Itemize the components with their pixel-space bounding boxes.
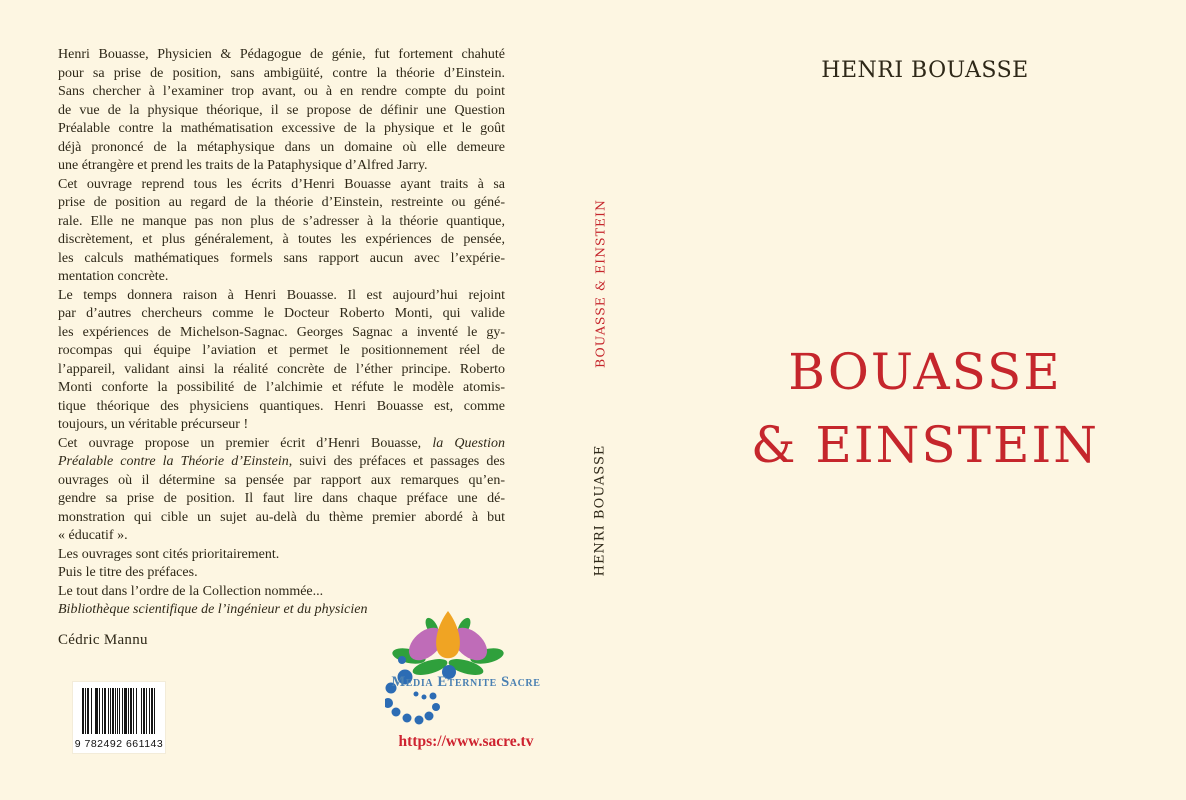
- back-text-line: gendre sa prise de position. Il faut lire dans chaque préface une dé-: [58, 491, 505, 506]
- back-text-line: les calculs mathématiques formels sans rapport aucun avec l’expérie-: [58, 250, 505, 266]
- back-text-line: l’appareil, validant ainsi la réalité concrète de l’éther principe. Roberto: [58, 361, 505, 377]
- front-title-line1: BOUASSE: [788, 343, 1062, 401]
- back-text-line: déjà prononcé de la métaphysique dans un domaine où elle demeure: [58, 139, 505, 155]
- back-text-line: Le tout dans l’ordre de la Collection nommée...: [58, 583, 324, 599]
- back-text-line: Puis le titre des préfaces.: [58, 565, 198, 580]
- editor-credit: Cédric Mannu: [58, 632, 148, 648]
- back-text-line: tique théorique des physiciens quantiques. Henri Bouasse est, comme: [58, 398, 505, 414]
- back-text-line: monstration qui cible un sujet au-delà du thème premier abordé à but: [58, 509, 505, 525]
- back-text-line: de vue de la physique théorique, il se propose de définir une Question: [58, 102, 505, 118]
- back-text-line: toujours, un véritable précurseur !: [58, 417, 249, 432]
- back-text-line: Les ouvrages sont cités prioritairement.: [58, 546, 280, 562]
- front-author: HENRI BOUASSE: [821, 58, 1029, 83]
- back-text-line: mentation concrète.: [58, 269, 169, 284]
- front-title-line2: & EINSTEIN: [750, 416, 1099, 474]
- back-text-line: prise de position au regard de la théorie d’Einstein, restreinte ou géné-: [58, 195, 505, 210]
- back-text-line: Le temps donnera raison à Henri Bouasse. Il est aujourd’hui rejoint: [58, 287, 505, 303]
- front-title: [665, 336, 1185, 482]
- back-text-line: ouvrages où il détermine sa pensée par rapport aux remarques qu’en-: [58, 472, 505, 488]
- back-text-line: discrètement, et plus généralement, à toutes les expériences de pensée,: [58, 232, 505, 247]
- back-text-line: Cet ouvrage propose un premier écrit d’Henri Bouasse, la Question: [58, 435, 505, 451]
- back-text-line: Henri Bouasse, Physicien & Pédagogue de génie, fut fortement chahuté: [58, 47, 505, 62]
- spine-author: HENRI BOUASSE: [592, 444, 608, 577]
- back-text-line: rocompas qui équipe l’aviation et permet le positionnement réel de: [58, 343, 505, 358]
- back-text-line: rale. Elle ne manque pas non plus de s’adresser à la théorie quantique,: [58, 213, 505, 229]
- back-text-line: par d’autres chercheurs comme le Docteur Roberto Monti, qui valide: [58, 306, 505, 321]
- back-text-line: Monti conforte la possibilité de l’alchimie et réfute le modèle atomis-: [58, 380, 505, 395]
- back-text-line: « éducatif ».: [58, 528, 128, 543]
- publisher-url: https://www.sacre.tv: [398, 733, 534, 750]
- back-text-line: Préalable contre la Théorie d’Einstein, suivi des préfaces et passages des: [58, 454, 505, 469]
- publisher-name: Media Eternite Sacre: [391, 674, 541, 690]
- spine-title: BOUASSE & EINSTEIN: [592, 199, 608, 368]
- back-text-line: pour sa prise de position, sans ambigüité, contre la théorie d’Einstein.: [58, 65, 505, 81]
- back-text-line: Cet ouvrage reprend tous les écrits d’Henri Bouasse ayant traits à sa: [58, 176, 505, 192]
- isbn-number: 9 782492 661143: [74, 738, 164, 750]
- back-text-line: Sans chercher à l’examiner trop avant, ou à en rendre compte du point: [58, 84, 505, 99]
- back-text-line: Bibliothèque scientifique de l’ingénieur et du physicien: [58, 602, 368, 617]
- back-text-line: une étrangère et prend les traits de la Pataphysique d’Alfred Jarry.: [58, 158, 428, 173]
- back-text-line: les expériences de Michelson-Sagnac. Georges Sagnac a inventé le gy-: [58, 324, 505, 340]
- back-text-line: Préalable contre la mathématisation excessive de la physique et le goût: [58, 121, 505, 136]
